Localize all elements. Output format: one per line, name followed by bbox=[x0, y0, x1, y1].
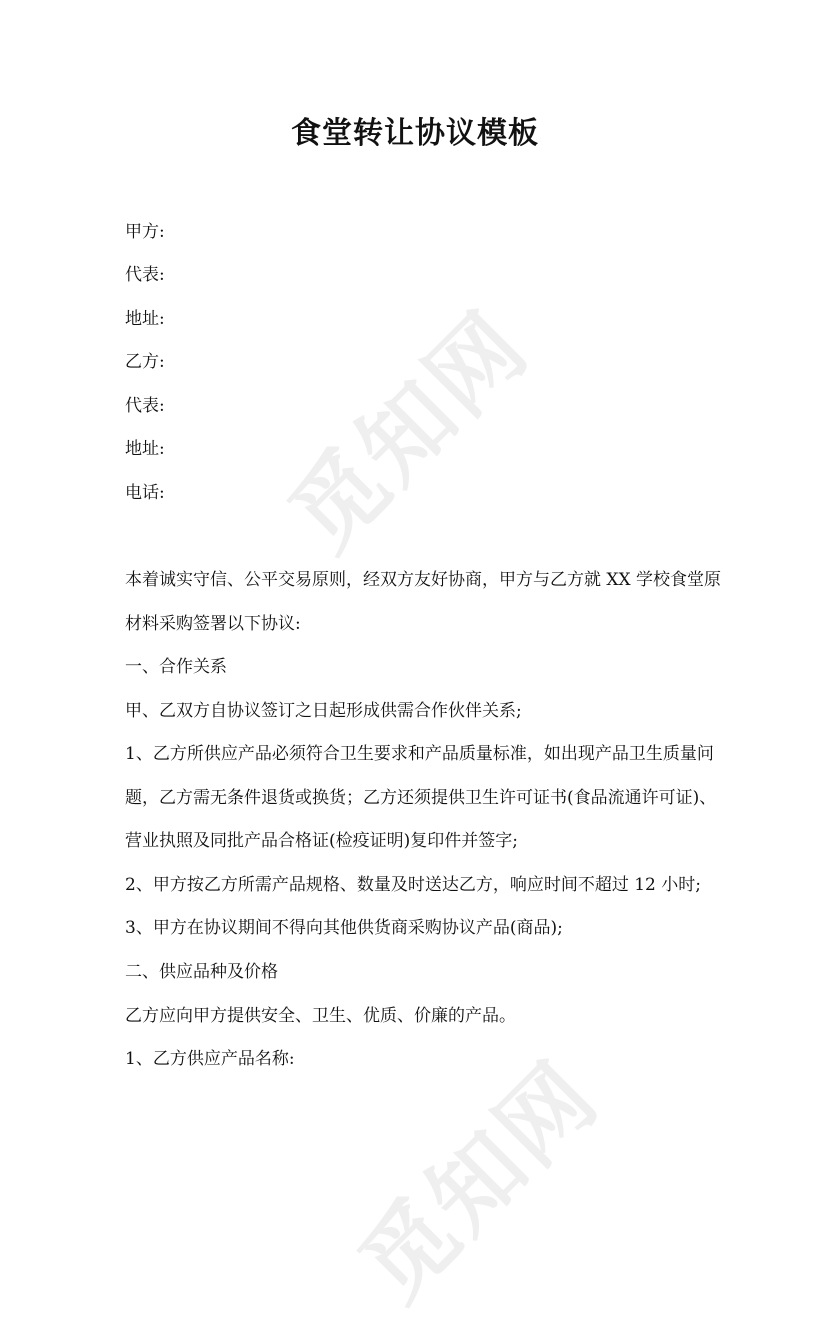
document-title: 食堂转让协议模板 bbox=[291, 116, 539, 151]
clause-1-line-3: 营业执照及同批产品合格证(检疫证明)复印件并签字; bbox=[125, 831, 518, 851]
clause-text: 甲、乙双方自协议签订之日起形成供需合作伙伴关系; bbox=[125, 701, 522, 721]
party-b-address-label: 地址: bbox=[125, 439, 165, 459]
party-a-label: 甲方: bbox=[125, 222, 165, 242]
clause-1-line-1: 1、乙方所供应产品必须符合卫生要求和产品质量标准，如出现产品卫生质量问 bbox=[125, 744, 714, 764]
party-a-address-label: 地址: bbox=[125, 309, 165, 329]
supply-item-1: 1、乙方供应产品名称: bbox=[125, 1049, 295, 1069]
watermark-bottom: 觅知网 bbox=[339, 1041, 619, 1321]
intro-paragraph-line-1: 本着诚实守信、公平交易原则，经双方友好协商，甲方与乙方就 XX 学校食堂原 bbox=[125, 570, 722, 590]
clause-1-line-2: 题，乙方需无条件退货或换货；乙方还须提供卫生许可证书(食品流通许可证)、 bbox=[125, 788, 717, 808]
party-b-phone-label: 电话: bbox=[125, 483, 165, 503]
watermark: 觅知网 bbox=[269, 291, 549, 571]
clause-3: 3、甲方在协议期间不得向其他供货商采购协议产品(商品); bbox=[125, 918, 563, 938]
section-heading-cooperation: 一、合作关系 bbox=[125, 657, 227, 677]
section-heading-supply: 二、供应品种及价格 bbox=[125, 962, 278, 982]
intro-paragraph-line-2: 材料采购签署以下协议: bbox=[125, 614, 301, 634]
party-b-representative-label: 代表: bbox=[125, 396, 165, 416]
clause-2: 2、甲方按乙方所需产品规格、数量及时送达乙方，响应时间不超过 12 小时; bbox=[125, 875, 701, 895]
party-a-representative-label: 代表: bbox=[125, 265, 165, 285]
party-b-label: 乙方: bbox=[125, 352, 165, 372]
supply-clause-text: 乙方应向甲方提供安全、卫生、优质、价廉的产品。 bbox=[125, 1006, 516, 1026]
